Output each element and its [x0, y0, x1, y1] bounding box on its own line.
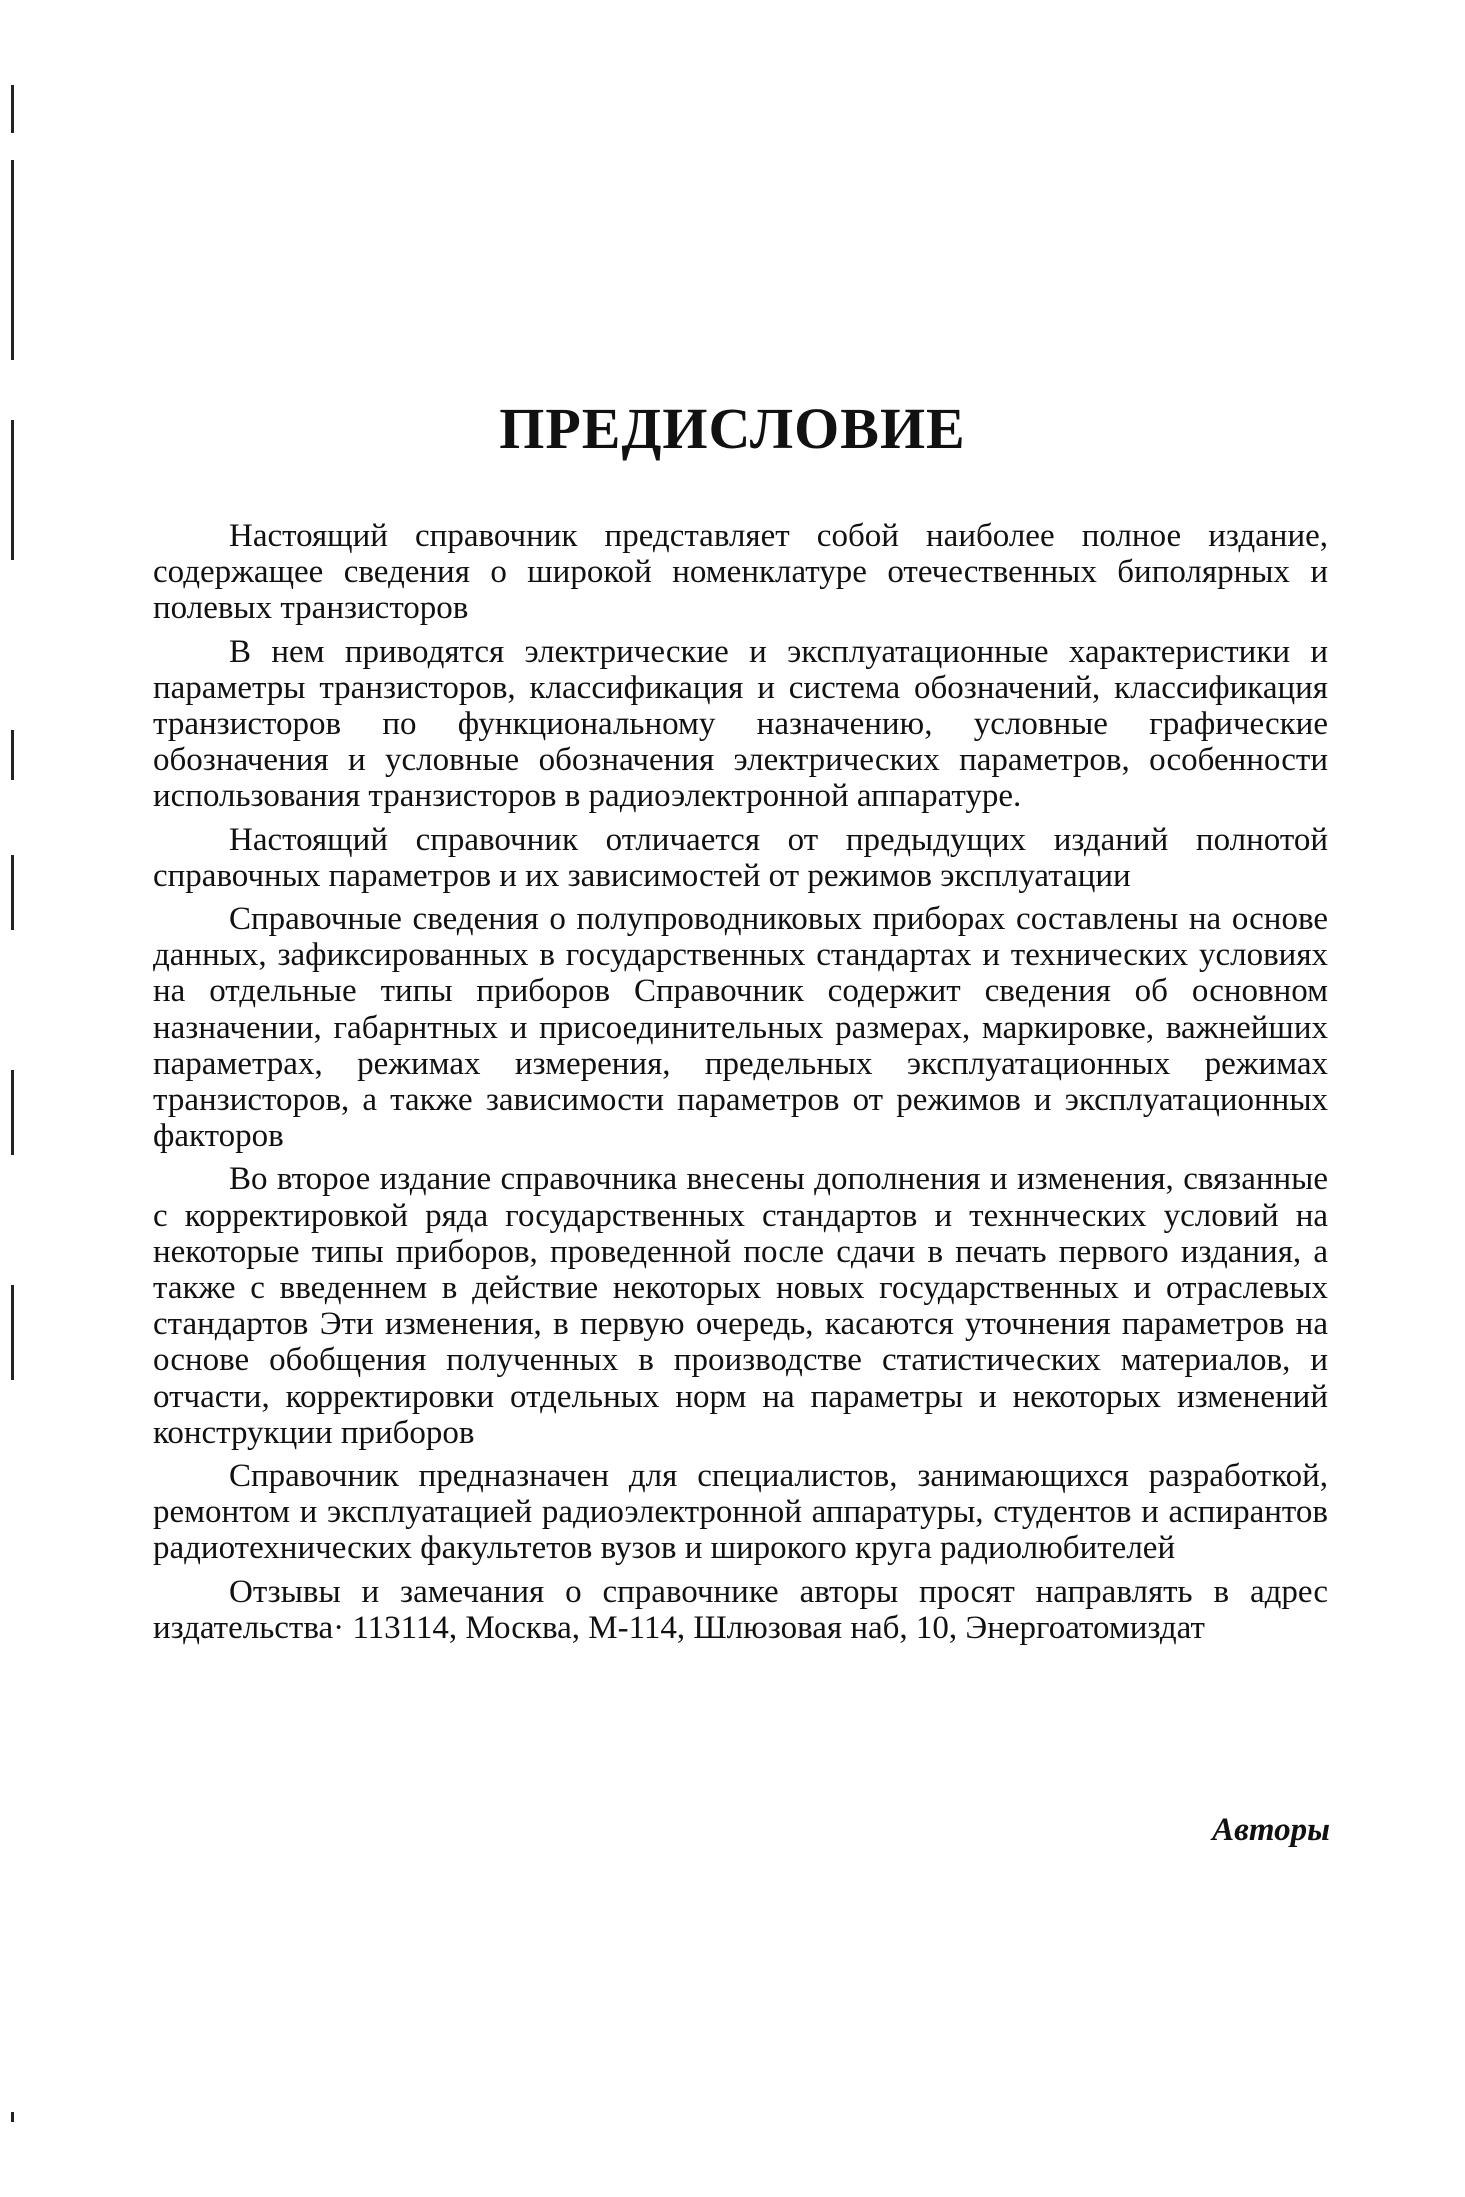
paragraph: Настоящий справочник представляет собой наиболее полное издание, содержащее сведения о широкой номенклатуре отечественных биполярных и полевых транзисторов	[153, 518, 1328, 627]
scan-edge-mark	[11, 855, 14, 930]
paragraph: Справочник предназначен для специалистов, занимающихся разработкой, ремонтом и эксплуатацией радиоэлектронной аппаратуры, студентов и аспирантов радиотехнических факультетов вузов и широкого круга радиолюбителей	[153, 1458, 1328, 1567]
scan-edge-mark	[11, 85, 14, 133]
scan-edge-mark	[11, 1285, 14, 1380]
paragraph: В нем приводятся электрические и эксплуатационные характеристики и параметры транзисторов, классификация и система обозначений, классификация транзисторов по функциональному назначению, условные графические обозначения и условные обозначения электрических параметров, особенности использования транзисторов в радиоэлектронной аппаратуре.	[153, 633, 1328, 815]
page-title: ПРЕДИСЛОВИЕ	[499, 396, 966, 461]
scan-edge-mark	[11, 2112, 14, 2122]
body-text	[153, 518, 1328, 1646]
signature: Авторы	[1212, 1812, 1330, 1848]
scan-edge-mark	[11, 1070, 14, 1155]
paragraph: Отзывы и замечания о справочнике авторы просят направлять в адрес издательства· 113114, Москва, М-114, Шлюзовая наб, 10, Энергоатомиздат	[153, 1573, 1328, 1646]
scan-edge-mark	[11, 160, 14, 360]
scan-edge-mark	[11, 730, 14, 780]
paragraph: Во второе издание справочника внесены дополнения и изменения, связанные с корректировкой ряда государственных стандартов и техннческих условий на некоторые типы приборов, проведенной после сдачи в печать первого издания, а также с введеннем в действие некоторых новых государственных и отраслевых стандартов Эти изменения, в первую очередь, касаются уточнения параметров на основе обобщения полученных в производстве статистических материалов, и отчасти, корректировки отдельных норм на параметры и некоторых изменений конструкции приборов	[153, 1161, 1328, 1451]
paragraph: Справочные сведения о полупроводниковых приборах составлены на основе данных, зафиксированных в государственных стандартах и технических условиях на отдельные типы приборов Справочник содержит сведения об основном назначении, габарнтных и присоединительных размерах, маркировке, важнейших параметрах, режимах измерения, предельных эксплуатационных режимах транзисторов, а также зависимости параметров от режимов и эксплуатационных факторов	[153, 901, 1328, 1155]
paragraph: Настоящий справочник отличается от предыдущих изданий полнотой справочных параметров и их зависимостей от режимов эксплуатации	[153, 821, 1328, 894]
